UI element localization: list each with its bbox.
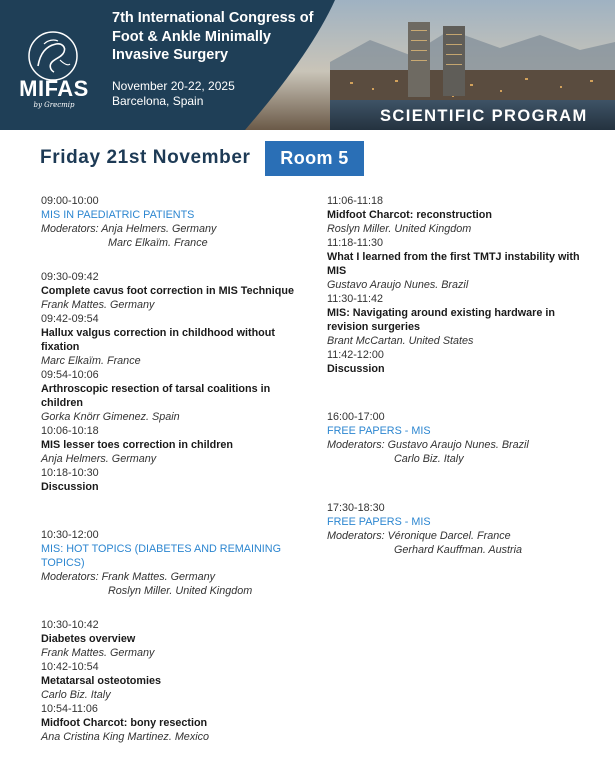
program-column-left	[41, 194, 306, 744]
moderator-name: Marc Elkaïm. France	[108, 237, 208, 249]
talk-speaker: Anja Helmers. Germany	[41, 453, 157, 465]
talk-title: MIS lesser toes correction in children	[41, 439, 234, 451]
talk-speaker: Roslyn Miller. United Kingdom	[327, 223, 472, 235]
talk-speaker: Gustavo Araujo Nunes. Brazil	[327, 279, 469, 291]
moderator-name: Carlo Biz. Italy	[394, 453, 464, 465]
moderator-name: Roslyn Miller. United Kingdom	[108, 585, 253, 597]
logo-tagline: by Grecmip	[33, 101, 75, 109]
talk-title: MIS: Navigating around existing hardware in revision surgeries	[327, 307, 555, 333]
session-block	[41, 528, 306, 598]
moderators-label: Moderators:	[41, 223, 99, 235]
congress-title: 7th International Congress of Foot & Ankle Minimally Invasive Surgery	[112, 10, 314, 63]
program-column-right	[327, 194, 597, 557]
talk-time: 10:54-11:06	[41, 703, 98, 715]
talk-speaker: Brant McCartan. United States	[327, 335, 474, 347]
talk-speaker: Frank Mattes. Germany	[41, 647, 155, 659]
session-title: MIS IN PAEDIATRIC PATIENTS	[41, 209, 195, 221]
session-time: 16:00-17:00	[327, 411, 385, 423]
scientific-program-label: SCIENTIFIC PROGRAM	[380, 107, 588, 125]
moderator-name: Gustavo Araujo Nunes. Brazil	[387, 439, 529, 451]
session-title: FREE PAPERS - MIS	[327, 516, 431, 528]
talk-title: What I learned from the first TMTJ instability with MIS	[327, 251, 580, 277]
talk-speaker: Gorka Knörr Gimenez. Spain	[41, 411, 180, 423]
moderators-line	[41, 222, 306, 236]
room-badge: Room 5	[265, 141, 364, 176]
talk-title: Midfoot Charcot: bony resection	[41, 717, 208, 729]
moderators-line	[327, 529, 597, 543]
moderators-line	[41, 570, 306, 584]
moderators-line	[327, 438, 597, 452]
talk-time: 11:42-12:00	[327, 349, 384, 361]
talk-time: 10:30-10:42	[41, 619, 99, 631]
talk-time: 09:42-09:54	[41, 313, 99, 325]
session-block	[41, 194, 306, 250]
talk-title: Hallux valgus correction in childhood without fixation	[41, 327, 275, 353]
talk-title: Midfoot Charcot: reconstruction	[327, 209, 492, 221]
talk-title: Arthroscopic resection of tarsal coalitions in children	[41, 383, 271, 409]
talk-speaker: Ana Cristina King Martinez. Mexico	[41, 731, 210, 743]
session-time: 10:30-12:00	[41, 529, 99, 541]
moderator-name: Frank Mattes. Germany	[101, 571, 216, 583]
session-title: MIS: HOT TOPICS (DIABETES AND REMAINING TOPICS)	[41, 543, 281, 569]
talk-time: 10:42-10:54	[41, 661, 99, 673]
congress-dates: November 20-22, 2025	[112, 79, 235, 93]
day-title: Friday 21st November	[40, 147, 251, 168]
session-time: 09:00-10:00	[41, 195, 99, 207]
moderator-name: Anja Helmers. Germany	[101, 223, 217, 235]
congress-location: Barcelona, Spain	[112, 94, 204, 108]
moderator-name: Gerhard Kauffman. Austria	[394, 544, 523, 556]
talk-time: 10:06-10:18	[41, 425, 99, 437]
logo-wordmark: MIFAS	[19, 76, 89, 101]
session-block	[327, 501, 597, 557]
talk-title: Discussion	[41, 481, 99, 493]
talk-time: 09:54-10:06	[41, 369, 99, 381]
talk-title: Diabetes overview	[41, 633, 136, 645]
session-time: 17:30-18:30	[327, 502, 385, 514]
moderators-label: Moderators:	[327, 439, 385, 451]
moderators-label: Moderators:	[41, 571, 99, 583]
moderators-label: Moderators:	[327, 530, 385, 542]
talk-time: 10:18-10:30	[41, 467, 99, 479]
talk-time: 09:30-09:42	[41, 271, 99, 283]
talk-speaker: Carlo Biz. Italy	[41, 689, 111, 701]
talk-speaker: Frank Mattes. Germany	[41, 299, 155, 311]
talk-title: Metatarsal osteotomies	[41, 675, 162, 687]
talk-time: 11:18-11:30	[327, 237, 384, 249]
talk-time: 11:30-11:42	[327, 293, 384, 305]
talk-time: 11:06-11:18	[327, 195, 384, 207]
talk-title: Discussion	[327, 363, 385, 375]
talk-speaker: Marc Elkaïm. France	[41, 355, 141, 367]
session-block	[327, 410, 597, 466]
session-title: FREE PAPERS - MIS	[327, 425, 431, 437]
talk-title: Complete cavus foot correction in MIS Technique	[41, 285, 294, 297]
moderator-name: Véronique Darcel. France	[387, 530, 511, 542]
header-banner	[0, 0, 615, 130]
